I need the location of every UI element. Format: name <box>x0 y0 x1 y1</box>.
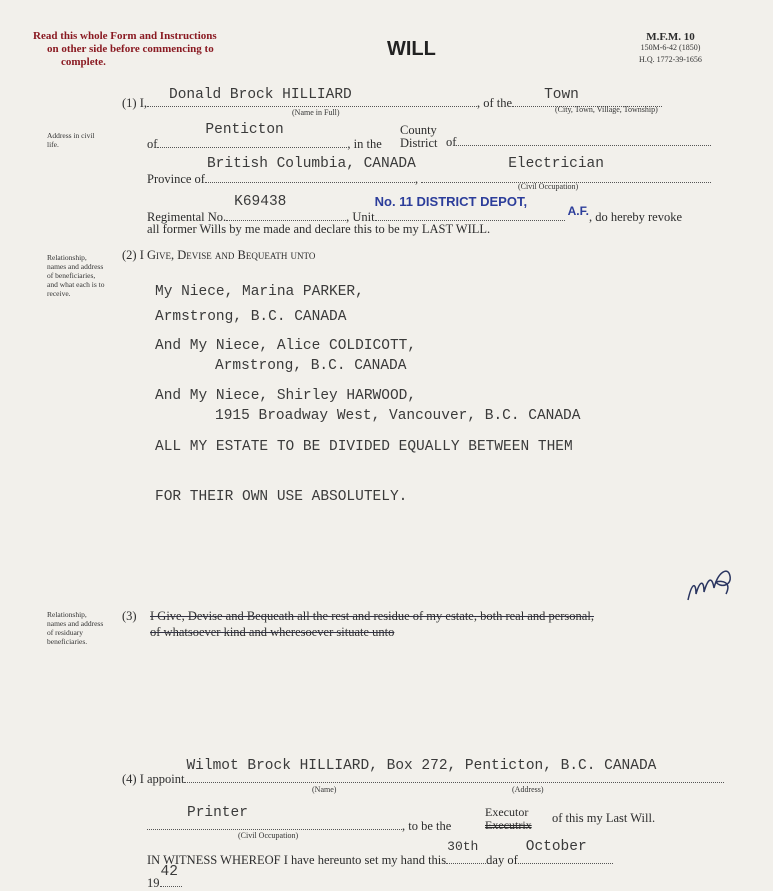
witness-year <box>147 864 182 891</box>
regimental-number: K69438 <box>234 194 287 210</box>
executrix-struck: Executrix <box>485 818 532 832</box>
witness-line <box>147 839 613 868</box>
label-unit: Unit <box>352 210 375 224</box>
side-note-beneficiaries: Relationship, names and address of beneficiaries, and what each is to receive. <box>47 253 105 298</box>
town: Penticton <box>205 122 284 138</box>
instructions-line: Read this whole Form and Instructions <box>33 30 217 42</box>
name-caption: (Name) <box>312 785 337 794</box>
bequest-line: ALL MY ESTATE TO BE DIVIDED EQUALLY BETWEEN THEM <box>155 439 573 455</box>
year-value: 42 <box>160 864 178 880</box>
form-ref: H.Q. 1772-39-1656 <box>639 55 702 64</box>
place-type: Town <box>544 87 579 103</box>
form-code: M.F.M. 10 <box>646 31 695 43</box>
bequest-line: Armstrong, B.C. CANADA <box>155 309 347 325</box>
executor-name-address: Wilmot Brock HILLIARD, Box 272, Penticton, B.C. CANADA <box>186 758 657 774</box>
section-4-line-2 <box>147 805 452 834</box>
executor-choice <box>485 806 532 832</box>
section-1-line-4: Regimental No. K69438 , Unit No. 11 DISTRICT DEPOT, A.F., do hereby revoke <box>147 194 683 224</box>
label-of: of <box>147 137 158 151</box>
label-appoint: (4) I appoint <box>122 772 185 786</box>
bequest-line: And My Niece, Alice COLDICOTT, <box>155 338 417 354</box>
executor-word: Executor <box>485 805 529 819</box>
section-3-struck-line: of whatsoever kind and wheresoever situate unto <box>150 625 395 639</box>
bequest-line: FOR THEIR OWN USE ABSOLUTELY. <box>155 489 408 505</box>
declare-text: all former Wills by me made and declare this to be my LAST WILL. <box>147 222 491 236</box>
section-1-line-3: Province of British Columbia, CANADA , Electrician <box>147 168 711 187</box>
bequest-line: My Niece, Marina PARKER, <box>155 284 364 300</box>
testator-name: Donald Brock HILLIARD <box>169 87 352 103</box>
occupation-caption: (Civil Occupation) <box>518 182 579 191</box>
witness-text: IN WITNESS WHEREOF I have hereunto set my hand this <box>147 853 447 867</box>
unit-stamp: No. 11 DISTRICT DEPOT, <box>374 194 528 209</box>
section-2-heading: (2) I Give, Devise and Bequeath unto <box>122 248 316 262</box>
label-day-of: day of <box>486 853 518 867</box>
bequest-line: And My Niece, Shirley HARWOOD, <box>155 388 417 404</box>
section-3-struck-line: I Give, Devise and Bequeath all the rest and residue of my estate, both real and personal, <box>150 609 594 623</box>
executor-occupation: Printer <box>187 805 248 821</box>
label-to-be-the: , to be the <box>402 819 452 833</box>
province: British Columbia, CANADA <box>206 156 416 172</box>
instructions-note <box>33 30 217 69</box>
initials-signature <box>682 562 742 607</box>
place-caption: (City, Town, Village, Township) <box>555 105 658 114</box>
section-4-line-1 <box>122 758 724 787</box>
address-caption: (Address) <box>512 785 544 794</box>
label-in-the: , in the <box>347 137 382 151</box>
bequest-line: 1915 Broadway West, Vancouver, B.C. CANADA <box>215 408 581 424</box>
county-field <box>446 133 711 150</box>
section-1-line-2 <box>147 122 382 152</box>
occupation-caption: (Civil Occupation) <box>238 831 299 840</box>
label-province: Province of <box>147 172 205 186</box>
label-district: District <box>400 136 438 150</box>
section-3-number: (3) <box>122 609 137 623</box>
form-code-block <box>628 31 713 64</box>
form-print: 150M-6-42 (1850) <box>640 43 701 52</box>
section-number: (1) I, <box>122 96 147 110</box>
instructions-line: on other side before commencing to <box>47 43 214 55</box>
witness-day: 30th <box>447 839 479 854</box>
bequest-line: Armstrong, B.C. CANADA <box>215 358 407 374</box>
unit-suffix: A.F. <box>567 204 589 218</box>
label-regimental: Regimental No. <box>147 210 227 224</box>
revoke-text: , do hereby revoke <box>588 210 683 224</box>
name-caption: (Name in Full) <box>292 108 340 117</box>
instructions-line: complete. <box>61 56 106 68</box>
side-note-residuary: Relationship, names and address of residuary beneficiaries. <box>47 610 104 646</box>
witness-month: October <box>525 839 587 855</box>
side-note-address: Address in civil life. <box>47 131 95 149</box>
year-prefix: 19 <box>147 876 160 890</box>
document-title: WILL <box>387 38 436 60</box>
label-county: County <box>400 123 437 137</box>
label-of-the: , of the <box>477 96 513 110</box>
of-will-text: of this my Last Will. <box>552 811 656 825</box>
county-district <box>400 124 438 150</box>
label-of: of <box>446 135 457 149</box>
occupation: Electrician <box>508 156 604 172</box>
